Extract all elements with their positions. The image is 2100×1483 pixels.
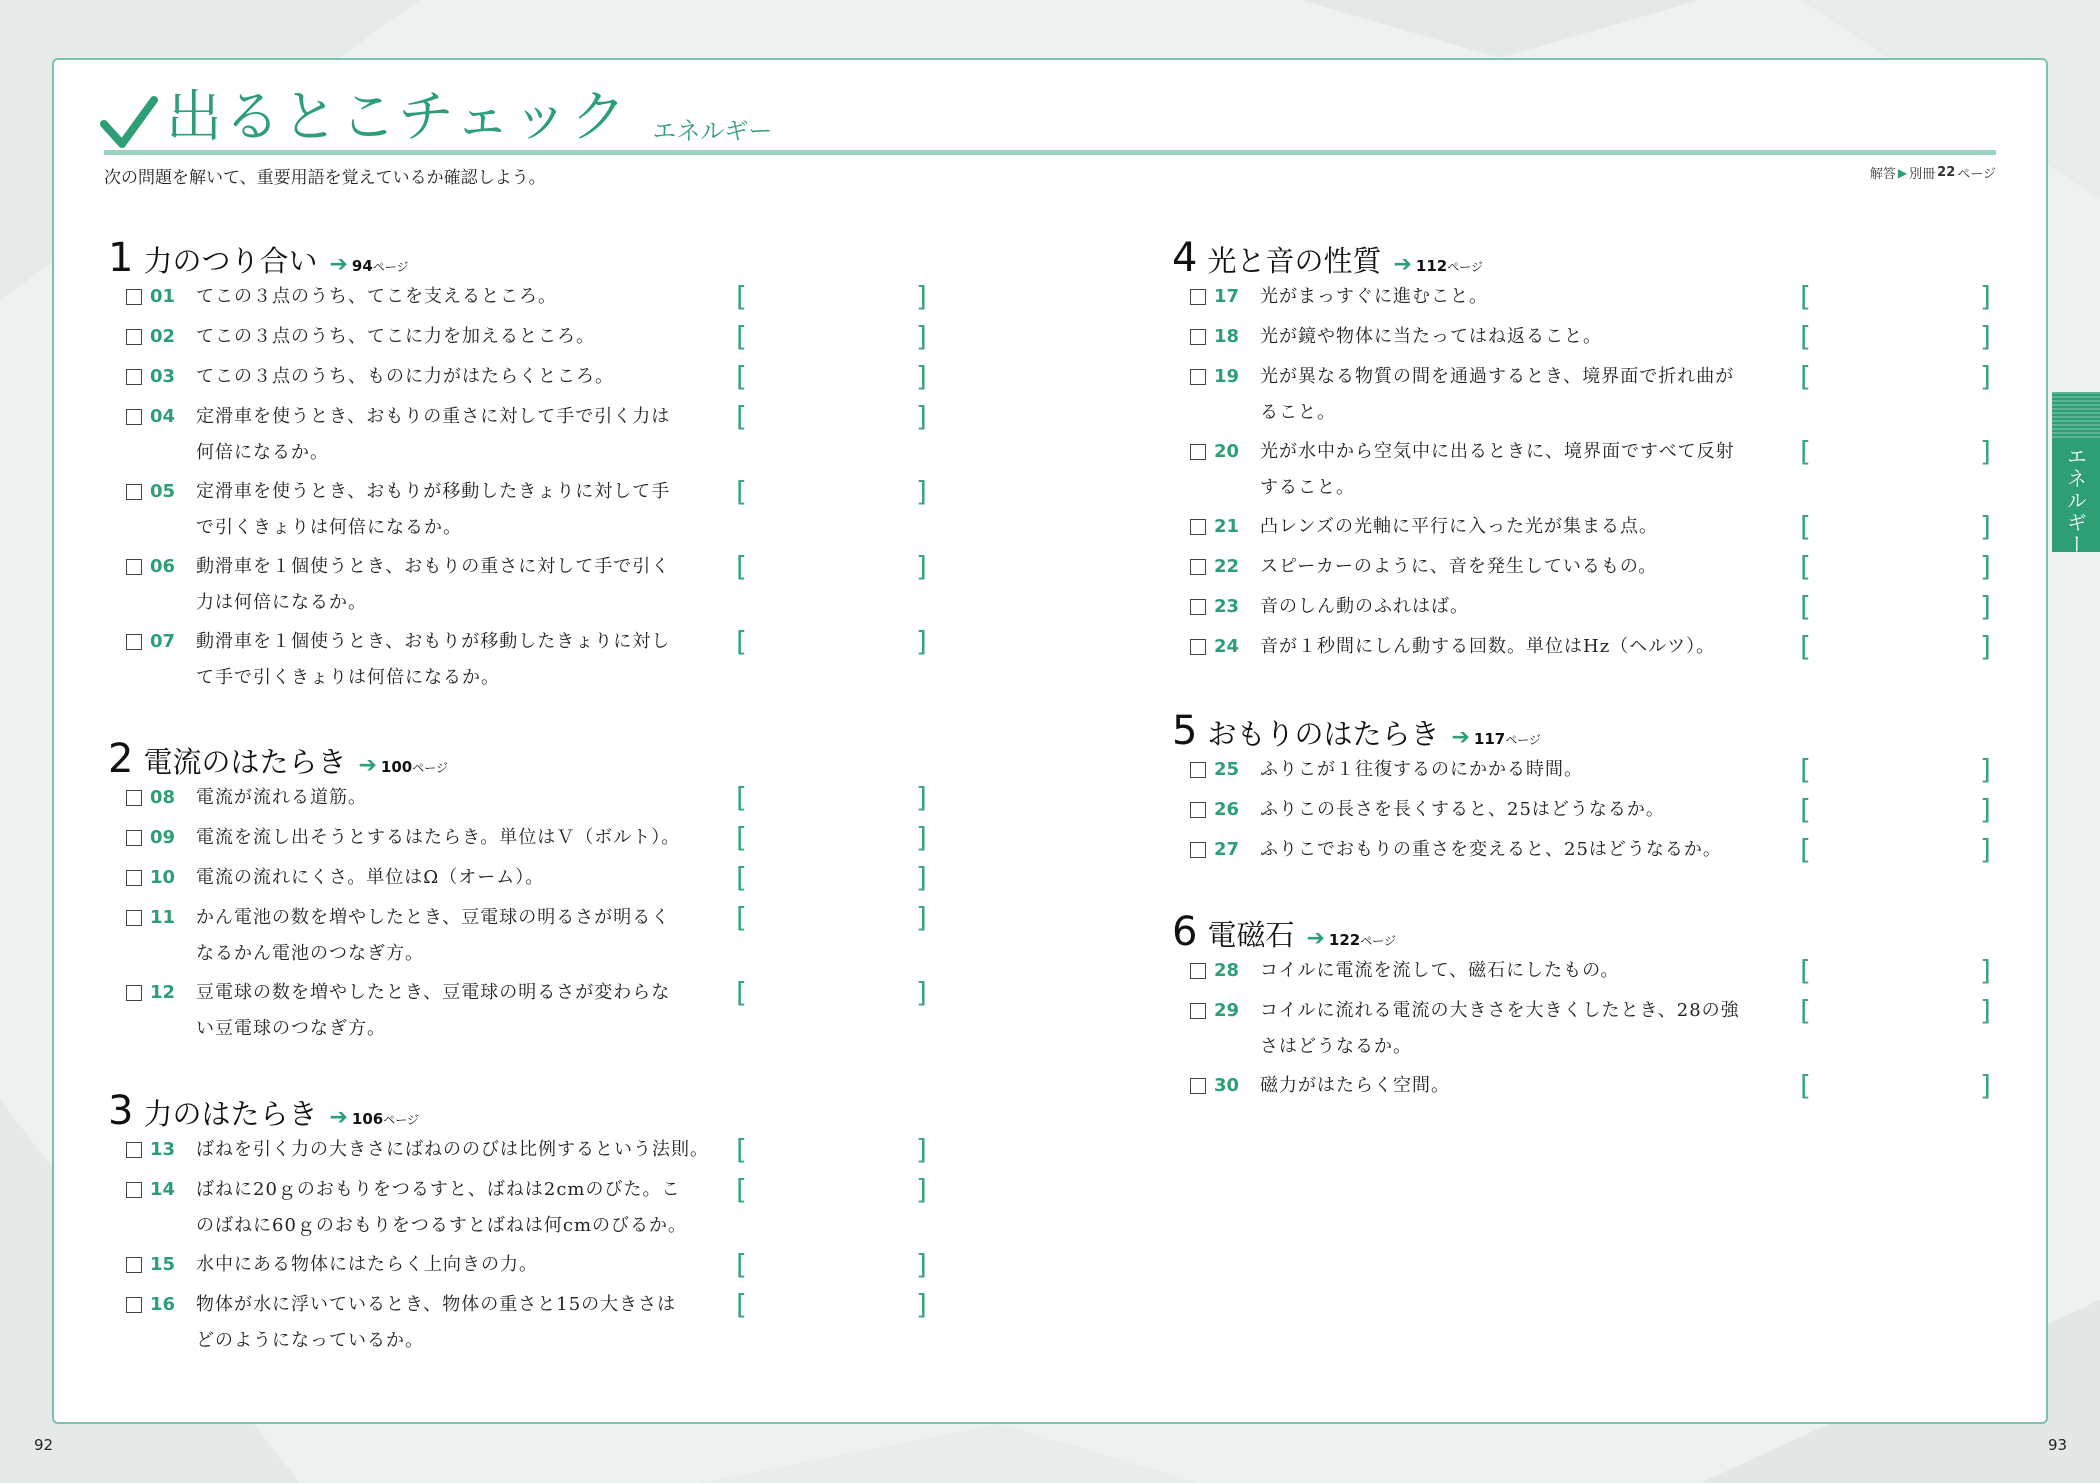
question-number: 09 <box>150 827 176 848</box>
answer-blank-close-bracket: ] <box>916 781 927 814</box>
answer-page-unit: ページ <box>1957 167 1996 182</box>
answer-blank-close-bracket: ] <box>1980 753 1991 786</box>
question-text-line: ること。 <box>1260 402 1336 423</box>
answer-blank-open-bracket: [ <box>736 475 747 508</box>
checkbox[interactable] <box>126 559 142 575</box>
question-text-line: のばねに60ｇのおもりをつるすとばねは何cmのびるか。 <box>196 1215 688 1236</box>
question-text-line: どのようになっているか。 <box>196 1330 424 1351</box>
answer-blank-close-bracket: ] <box>916 1248 927 1281</box>
answer-blank-close-bracket: ] <box>1980 320 1991 353</box>
answer-blank-open-bracket: [ <box>736 1288 747 1321</box>
question-row <box>126 783 946 823</box>
checkbox[interactable] <box>1190 1078 1206 1094</box>
question-text <box>196 1132 718 1168</box>
arrow-right-icon: ➔ <box>1451 725 1470 750</box>
question-text-line: さはどうなるか。 <box>1260 1036 1412 1057</box>
question-number: 27 <box>1214 839 1240 860</box>
answer-blank-close-bracket: ] <box>1980 280 1991 313</box>
answer-blank-close-bracket: ] <box>1980 360 1991 393</box>
arrow-right-icon: ➔ <box>1393 252 1412 277</box>
section-page-unit: ページ <box>383 1113 419 1127</box>
section-number: 3 <box>108 1088 134 1134</box>
question-text-line: 音のしん動のふれはば。 <box>1260 596 1469 617</box>
answer-blank-open-bracket: [ <box>736 861 747 894</box>
question-row <box>1190 360 2010 423</box>
question-text-line: 動滑車を１個使うとき、おもりが移動したきょりに対し <box>196 631 671 652</box>
question-row <box>126 976 946 1039</box>
section-page-unit: ページ <box>1505 733 1541 747</box>
question-row <box>1190 1071 2010 1111</box>
section-page-ref[interactable]: 112 <box>1415 257 1448 275</box>
question-text-line: ふりこが１往復するのにかかる時間。 <box>1260 759 1583 780</box>
section-heading <box>108 1089 419 1133</box>
question-row <box>126 1288 946 1351</box>
answer-blank-open-bracket: [ <box>1800 994 1811 1027</box>
question-number: 29 <box>1214 1000 1240 1021</box>
answer-blank-open-bracket: [ <box>1800 954 1811 987</box>
checkbox[interactable] <box>1190 329 1206 345</box>
answer-blank-open-bracket: [ <box>736 781 747 814</box>
question-number: 06 <box>150 556 176 577</box>
intro-text: 次の問題を解いて、重要用語を覚えているか確認しよう。 <box>104 168 546 188</box>
section-number: 4 <box>1172 235 1198 281</box>
question-row <box>126 823 946 863</box>
checkbox[interactable] <box>126 409 142 425</box>
section-page-unit: ページ <box>412 761 448 775</box>
answer-blank-open-bracket: [ <box>1800 630 1811 663</box>
section-heading <box>108 236 409 280</box>
question-number: 13 <box>150 1139 176 1160</box>
checkbox[interactable] <box>126 1297 142 1313</box>
page-number-right: 93 <box>2048 1436 2068 1454</box>
question-text-line: 電流を流し出そうとするはたらき。単位はＶ（ボルト）。 <box>196 827 681 848</box>
question-text-line: ばねを引く力の大きさにばねののびは比例するという法則。 <box>196 1139 709 1160</box>
question-text-line: 力は何倍になるか。 <box>196 592 367 613</box>
section-number: 6 <box>1172 909 1198 955</box>
question-text <box>196 900 718 972</box>
section-page-ref[interactable]: 94 <box>351 257 373 275</box>
checkbox[interactable] <box>1190 802 1206 818</box>
answer-blank-close-bracket: ] <box>1980 435 1991 468</box>
question-number: 01 <box>150 286 176 307</box>
answer-blank-open-bracket: [ <box>736 901 747 934</box>
answer-blank-close-bracket: ] <box>916 976 927 1009</box>
answer-blank-open-bracket: [ <box>736 1248 747 1281</box>
question-number: 20 <box>1214 441 1240 462</box>
arrow-right-icon: ➔ <box>329 1105 348 1130</box>
answer-blank-close-bracket: ] <box>1980 590 1991 623</box>
question-row <box>126 400 946 463</box>
question-text <box>1260 832 1782 868</box>
answer-blank-close-bracket: ] <box>916 550 927 583</box>
section-number: 5 <box>1172 708 1198 754</box>
question-row <box>1190 512 2010 552</box>
question-text <box>196 624 718 696</box>
question-number: 30 <box>1214 1075 1240 1096</box>
section-title: 力のはたらき <box>143 1097 318 1131</box>
question-row <box>126 1250 946 1290</box>
answer-blank-close-bracket: ] <box>1980 550 1991 583</box>
question-text-line: 凸レンズの光軸に平行に入った光が集まる点。 <box>1260 516 1659 537</box>
arrow-right-icon: ➔ <box>358 753 377 778</box>
answer-blank-close-bracket: ] <box>916 861 927 894</box>
arrow-right-icon: ➔ <box>329 252 348 277</box>
question-text-line: い豆電球のつなぎ方。 <box>196 1018 386 1039</box>
question-text <box>196 1287 718 1359</box>
question-text <box>1260 434 1782 506</box>
section-heading <box>1172 236 1483 280</box>
question-text-line: かん電池の数を増やしたとき、豆電球の明るさが明るく <box>196 907 671 928</box>
checkbox[interactable] <box>126 830 142 846</box>
question-text-line: ふりこでおもりの重さを変えると、25はどうなるか。 <box>1260 839 1722 860</box>
checkbox[interactable] <box>1190 444 1206 460</box>
answer-blank-open-bracket: [ <box>736 1173 747 1206</box>
question-text <box>1260 752 1782 788</box>
question-row <box>126 1135 946 1175</box>
answer-blank-open-bracket: [ <box>1800 320 1811 353</box>
question-text <box>196 1172 718 1244</box>
answer-blank-close-bracket: ] <box>916 400 927 433</box>
checkbox[interactable] <box>1190 289 1206 305</box>
question-row <box>1190 956 2010 996</box>
section-title: 力のつり合い <box>143 244 318 278</box>
section-page-ref[interactable]: 117 <box>1473 730 1506 748</box>
question-text-line: 何倍になるか。 <box>196 442 329 463</box>
answer-target: 別冊 <box>1909 167 1936 182</box>
section-title: 電流のはたらき <box>143 745 347 779</box>
section-number: 1 <box>108 235 134 281</box>
question-text-line: てこの３点のうち、てこに力を加えるところ。 <box>196 326 595 347</box>
question-text <box>196 780 718 816</box>
question-text <box>196 399 718 471</box>
answer-blank-open-bracket: [ <box>1800 360 1811 393</box>
title-rule <box>104 150 1996 155</box>
question-number: 08 <box>150 787 176 808</box>
question-text-line: なるかん電池のつなぎ方。 <box>196 943 424 964</box>
answer-blank-close-bracket: ] <box>1980 954 1991 987</box>
checkbox[interactable] <box>126 484 142 500</box>
question-row <box>1190 632 2010 672</box>
answer-blank-open-bracket: [ <box>736 976 747 1009</box>
answer-blank-close-bracket: ] <box>916 901 927 934</box>
checkbox[interactable] <box>1190 559 1206 575</box>
answer-label: 解答 <box>1869 167 1896 182</box>
question-row <box>1190 435 2010 498</box>
question-text-line: 光がまっすぐに進むこと。 <box>1260 286 1488 307</box>
answer-blank-open-bracket: [ <box>1800 510 1811 543</box>
question-row <box>1190 552 2010 592</box>
question-text <box>196 549 718 621</box>
question-number: 18 <box>1214 326 1240 347</box>
question-text-line: 豆電球の数を増やしたとき、豆電球の明るさが変わらな <box>196 982 671 1003</box>
question-text <box>196 279 718 315</box>
question-row <box>126 362 946 402</box>
question-row <box>1190 592 2010 632</box>
question-text <box>1260 509 1782 545</box>
answer-blank-open-bracket: [ <box>1800 793 1811 826</box>
answer-page: 22 <box>1937 165 1956 180</box>
question-row <box>1190 282 2010 322</box>
question-row <box>126 625 946 688</box>
answer-blank-close-bracket: ] <box>1980 793 1991 826</box>
question-text-line: 光が鏡や物体に当たってはね返ること。 <box>1260 326 1602 347</box>
question-text <box>1260 279 1782 315</box>
question-number: 17 <box>1214 286 1240 307</box>
question-row <box>126 475 946 538</box>
question-number: 14 <box>150 1179 176 1200</box>
question-text <box>1260 549 1782 585</box>
answer-blank-close-bracket: ] <box>1980 1069 1991 1102</box>
answer-blank-open-bracket: [ <box>1800 550 1811 583</box>
answer-blank-open-bracket: [ <box>736 550 747 583</box>
triangle-right-icon: ▶ <box>1897 165 1908 180</box>
checkbox[interactable] <box>126 289 142 305</box>
question-text-line: 光が異なる物質の間を通過するとき、境界面で折れ曲が <box>1260 366 1735 387</box>
answer-blank-close-bracket: ] <box>1980 833 1991 866</box>
answer-blank-open-bracket: [ <box>736 280 747 313</box>
answer-blank-open-bracket: [ <box>1800 435 1811 468</box>
question-text-line: 光が水中から空気中に出るときに、境界面ですべて反射 <box>1260 441 1735 462</box>
question-number: 25 <box>1214 759 1240 780</box>
section-heading <box>108 737 448 781</box>
page-subtitle: エネルギー <box>652 117 773 145</box>
section-heading <box>1172 709 1541 753</box>
checkbox[interactable] <box>1190 963 1206 979</box>
answer-blank-open-bracket: [ <box>736 821 747 854</box>
question-number: 28 <box>1214 960 1240 981</box>
question-row <box>126 1173 946 1236</box>
arrow-right-icon: ➔ <box>1306 926 1325 951</box>
question-text-line: すること。 <box>1260 477 1355 498</box>
question-text-line: 物体が水に浮いているとき、物体の重さと15の大きさは <box>196 1294 677 1315</box>
section-page-unit: ページ <box>1447 260 1483 274</box>
question-text-line: てこの３点のうち、てこを支えるところ。 <box>196 286 557 307</box>
question-number: 10 <box>150 867 176 888</box>
answer-blank-close-bracket: ] <box>916 1133 927 1166</box>
page-title: 出るとこチェック <box>166 85 629 150</box>
question-row <box>126 863 946 903</box>
question-number: 12 <box>150 982 176 1003</box>
question-text <box>1260 953 1782 989</box>
checkbox[interactable] <box>1190 369 1206 385</box>
question-text <box>1260 993 1782 1065</box>
answer-blank-open-bracket: [ <box>1800 590 1811 623</box>
checkbox[interactable] <box>126 369 142 385</box>
question-text-line: 水中にある物体にはたらく上向きの力。 <box>196 1254 538 1275</box>
question-text <box>1260 589 1782 625</box>
section-page-ref[interactable]: 100 <box>380 758 413 776</box>
question-text-line: ふりこの長さを長くすると、25はどうなるか。 <box>1260 799 1665 820</box>
section-page-ref[interactable]: 122 <box>1328 931 1361 949</box>
question-text <box>196 975 718 1047</box>
section-title: 光と音の性質 <box>1207 244 1382 278</box>
question-row <box>1190 322 2010 362</box>
question-row <box>1190 795 2010 835</box>
answer-blank-open-bracket: [ <box>736 360 747 393</box>
checkbox[interactable] <box>126 985 142 1001</box>
question-number: 03 <box>150 366 176 387</box>
question-text-line: スピーカーのように、音を発生しているもの。 <box>1260 556 1658 577</box>
checkbox[interactable] <box>1190 842 1206 858</box>
checkbox[interactable] <box>126 1257 142 1273</box>
checkbox[interactable] <box>1190 639 1206 655</box>
question-number: 07 <box>150 631 176 652</box>
question-number: 26 <box>1214 799 1240 820</box>
question-text-line: 動滑車を１個使うとき、おもりの重さに対して手で引く <box>196 556 671 577</box>
checkbox[interactable] <box>126 790 142 806</box>
checkbox[interactable] <box>126 329 142 345</box>
answer-blank-close-bracket: ] <box>916 1288 927 1321</box>
question-text <box>196 860 718 896</box>
section-title: 電磁石 <box>1207 918 1295 952</box>
question-number: 04 <box>150 406 176 427</box>
question-number: 24 <box>1214 636 1240 657</box>
section-heading <box>1172 910 1396 954</box>
answer-blank-close-bracket: ] <box>916 821 927 854</box>
answer-blank-close-bracket: ] <box>916 360 927 393</box>
question-number: 05 <box>150 481 176 502</box>
answer-blank-close-bracket: ] <box>916 280 927 313</box>
answer-blank-open-bracket: [ <box>1800 753 1811 786</box>
answer-blank-open-bracket: [ <box>736 400 747 433</box>
question-text-line: コイルに電流を流して、磁石にしたもの。 <box>1260 960 1620 981</box>
section-page-unit: ページ <box>372 260 409 274</box>
question-text-line: 定滑車を使うとき、おもりの重さに対して手で引く力は <box>196 406 671 427</box>
section-page-ref[interactable]: 106 <box>351 1110 384 1128</box>
question-row <box>1190 755 2010 795</box>
question-text-line: 定滑車を使うとき、おもりが移動したきょりに対して手 <box>196 481 671 502</box>
question-row <box>126 282 946 322</box>
side-tab-stripe <box>2052 392 2100 438</box>
question-text <box>196 359 718 395</box>
answer-blank-close-bracket: ] <box>916 475 927 508</box>
question-number: 21 <box>1214 516 1240 537</box>
checkbox[interactable] <box>126 910 142 926</box>
answer-blank-open-bracket: [ <box>736 1133 747 1166</box>
question-number: 02 <box>150 326 176 347</box>
question-row <box>126 322 946 362</box>
question-text <box>196 474 718 546</box>
question-text <box>1260 319 1782 355</box>
answer-blank-close-bracket: ] <box>916 1173 927 1206</box>
question-row <box>126 550 946 613</box>
page-number-left: 92 <box>34 1436 54 1454</box>
answer-blank-open-bracket: [ <box>736 320 747 353</box>
section-page-unit: ページ <box>1360 934 1396 948</box>
question-text-line: で引くきょりは何倍になるか。 <box>196 517 462 538</box>
question-number: 19 <box>1214 366 1240 387</box>
question-number: 22 <box>1214 556 1240 577</box>
question-text <box>1260 792 1782 828</box>
question-text <box>1260 1068 1782 1104</box>
answer-blank-open-bracket: [ <box>1800 280 1811 313</box>
question-text <box>196 1247 718 1283</box>
question-number: 11 <box>150 907 176 928</box>
question-text-line: 磁力がはたらく空間。 <box>1260 1075 1450 1096</box>
checkbox[interactable] <box>1190 599 1206 615</box>
question-text-line: 音が１秒間にしん動する回数。単位はHz（ヘルツ）。 <box>1260 636 1716 657</box>
checkbox[interactable] <box>126 870 142 886</box>
question-text <box>196 319 718 355</box>
question-text-line: 電流の流れにくさ。単位はΩ（オーム）。 <box>196 867 545 888</box>
question-row <box>126 901 946 964</box>
answer-reference <box>1870 163 1996 182</box>
answer-blank-open-bracket: [ <box>1800 1069 1811 1102</box>
question-text <box>196 820 718 856</box>
side-tab-label: エネルギー <box>2063 446 2088 556</box>
checkbox[interactable] <box>1190 1003 1206 1019</box>
section-title: おもりのはたらき <box>1207 717 1440 751</box>
question-row <box>1190 994 2010 1057</box>
answer-blank-close-bracket: ] <box>1980 510 1991 543</box>
checkbox[interactable] <box>1190 519 1206 535</box>
question-text <box>1260 359 1782 431</box>
question-row <box>1190 835 2010 875</box>
answer-blank-open-bracket: [ <box>1800 833 1811 866</box>
question-number: 23 <box>1214 596 1240 617</box>
checkmark-icon <box>100 94 158 150</box>
question-text-line: て手で引くきょりは何倍になるか。 <box>196 667 500 688</box>
answer-blank-close-bracket: ] <box>916 320 927 353</box>
checkbox[interactable] <box>126 1182 142 1198</box>
section-number: 2 <box>108 736 134 782</box>
checkbox[interactable] <box>126 1142 142 1158</box>
page-header <box>100 80 772 150</box>
checkbox[interactable] <box>1190 762 1206 778</box>
question-number: 15 <box>150 1254 176 1275</box>
checkbox[interactable] <box>126 634 142 650</box>
question-number: 16 <box>150 1294 176 1315</box>
answer-blank-close-bracket: ] <box>916 625 927 658</box>
answer-blank-close-bracket: ] <box>1980 994 1991 1027</box>
question-text <box>1260 629 1782 665</box>
question-text-line: ばねに20ｇのおもりをつるすと、ばねは2cmのびた。こ <box>196 1179 681 1200</box>
question-text-line: コイルに流れる電流の大きさを大きくしたとき、28の強 <box>1260 1000 1740 1021</box>
question-text-line: 電流が流れる道筋。 <box>196 787 367 808</box>
answer-blank-open-bracket: [ <box>736 625 747 658</box>
answer-blank-close-bracket: ] <box>1980 630 1991 663</box>
question-text-line: てこの３点のうち、ものに力がはたらくところ。 <box>196 366 614 387</box>
